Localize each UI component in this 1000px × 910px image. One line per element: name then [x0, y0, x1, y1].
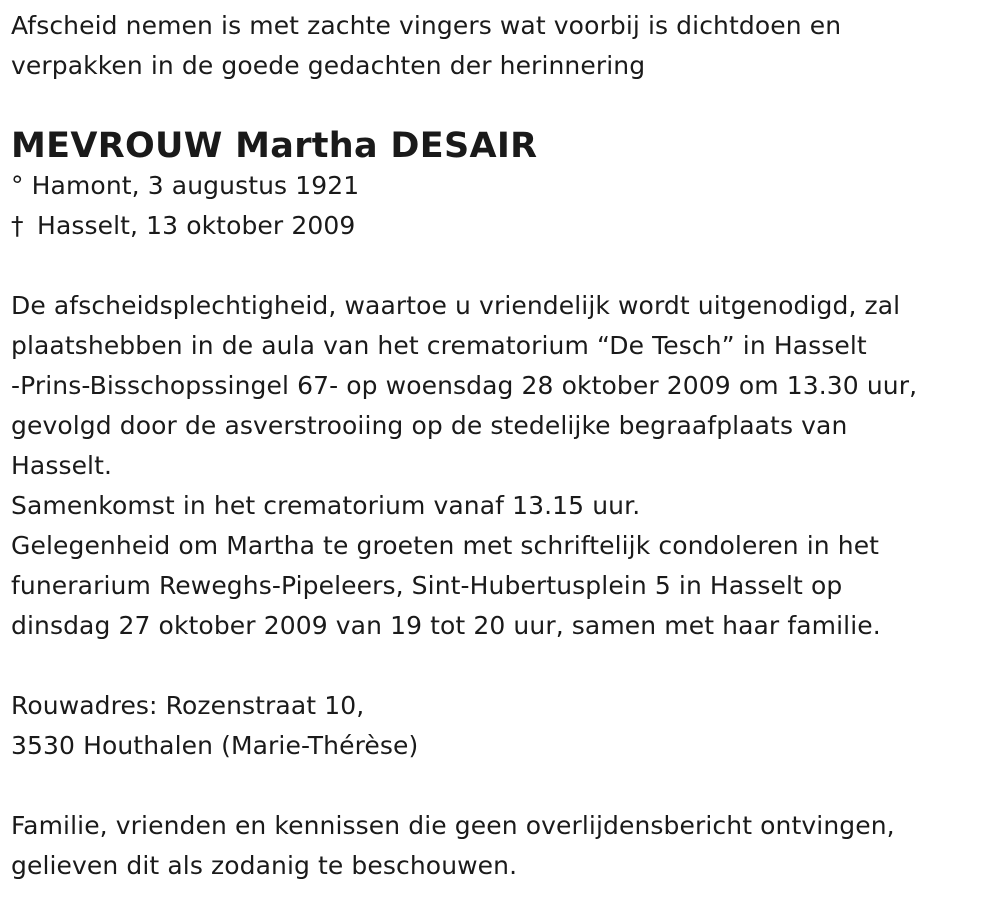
death-text: Hasselt, 13 oktober 2009 [37, 211, 356, 240]
ceremony-line: Samenkomst in het crematorium vanaf 13.15 uur. [11, 491, 641, 520]
mourning-address [11, 686, 991, 766]
spacer [11, 766, 991, 806]
cross-icon: † [11, 211, 24, 240]
spacer [11, 246, 991, 286]
ceremony-line: Hasselt. [11, 451, 113, 480]
ceremony-line: funerarium Reweghs-Pipeleers, Sint-Hubertusplein 5 in Hasselt op [11, 571, 843, 600]
address-line-1: Rouwadres: Rozenstraat 10, [11, 691, 365, 720]
motto-line-1: Afscheid nemen is met zachte vingers wat voorbij is dichtdoen en [11, 11, 842, 40]
obituary-notice [11, 6, 991, 886]
motto-line-2: verpakken in de goede gedachten der herinnering [11, 51, 646, 80]
ceremony-line: plaatshebben in de aula van het crematorium “De Tesch” in Hasselt [11, 331, 867, 360]
ceremony-line: De afscheidsplechtigheid, waartoe u vriendelijk wordt uitgenodigd, zal [11, 291, 901, 320]
motto [11, 6, 991, 86]
closing-note [11, 806, 991, 886]
ceremony-line: Gelegenheid om Martha te groeten met schriftelijk condoleren in het [11, 531, 880, 560]
closing-line-2: gelieven dit als zodanig te beschouwen. [11, 851, 518, 880]
deceased-name: MEVROUW Martha DESAIR [11, 126, 538, 166]
ceremony-line: dinsdag 27 oktober 2009 van 19 tot 20 uur, samen met haar familie. [11, 611, 881, 640]
spacer [11, 646, 991, 686]
ceremony-text [11, 286, 991, 646]
ceremony-line: gevolgd door de asverstrooiing op de stedelijke begraafplaats van [11, 411, 848, 440]
ceremony-line: -Prins-Bisschopssingel 67- op woensdag 28 oktober 2009 om 13.30 uur, [11, 371, 918, 400]
death-line [11, 206, 991, 246]
closing-line-1: Familie, vrienden en kennissen die geen overlijdensbericht ontvingen, [11, 811, 895, 840]
address-line-2: 3530 Houthalen (Marie-Thérèse) [11, 731, 419, 760]
birth-line: ° Hamont, 3 augustus 1921 [11, 171, 360, 200]
